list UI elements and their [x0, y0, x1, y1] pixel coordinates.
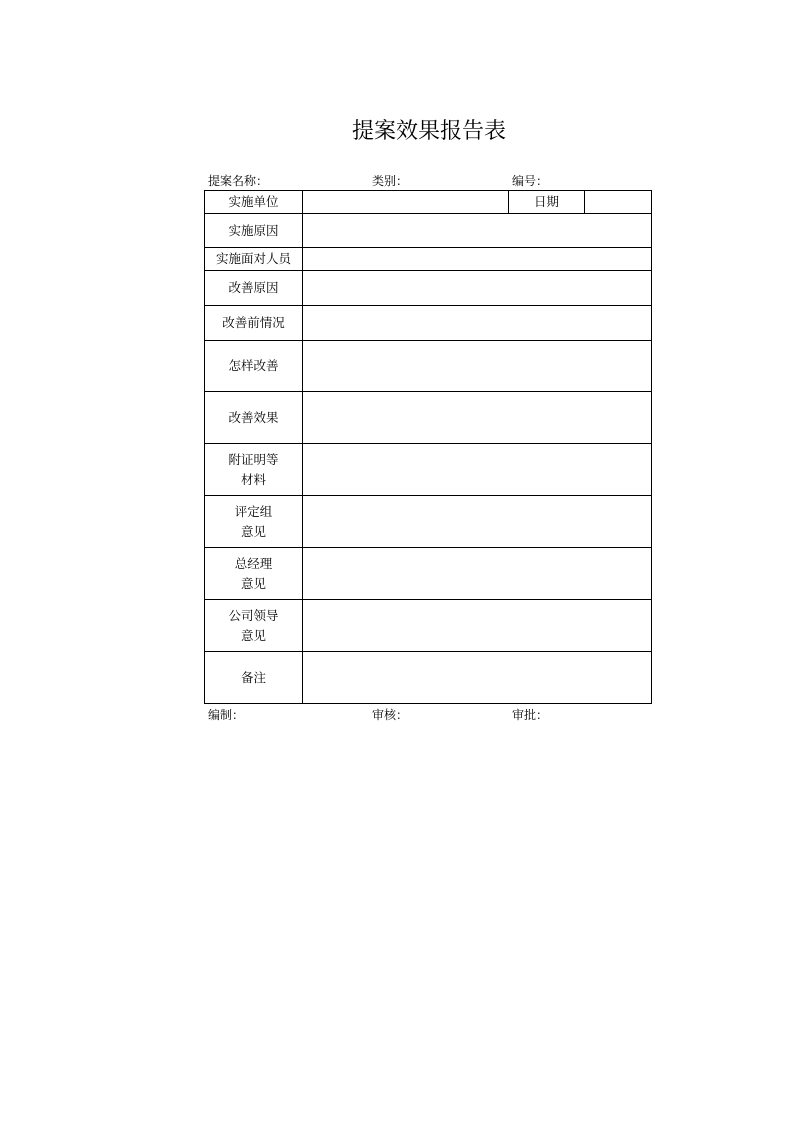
improve-reason-label: 改善原因 [205, 271, 303, 306]
row-gm [205, 548, 652, 600]
reason-field[interactable] [303, 214, 652, 248]
evidence-label [205, 444, 303, 496]
panel-field[interactable] [303, 496, 652, 548]
proposal-name-label: 提案名称： [208, 174, 269, 188]
row-improve-reason [205, 271, 652, 306]
leader-label-line1: 公司领导 [228, 607, 279, 623]
panel-label [205, 496, 303, 548]
improve-reason-field[interactable] [303, 271, 652, 306]
leader-field[interactable] [303, 600, 652, 652]
effect-label: 改善效果 [205, 392, 303, 444]
row-panel [205, 496, 652, 548]
how-field[interactable] [303, 341, 652, 392]
page-title: 提案效果报告表 [351, 119, 506, 144]
row-before [205, 306, 652, 341]
row-remarks [205, 652, 652, 704]
prepared-label: 编制： [208, 708, 245, 722]
unit-label: 实施单位 [205, 191, 303, 214]
gm-field[interactable] [303, 548, 652, 600]
leader-label [205, 600, 303, 652]
evidence-label-line2: 材料 [240, 471, 266, 487]
gm-label-line1: 总经理 [234, 555, 273, 571]
row-reason [205, 214, 652, 248]
remarks-label: 备注 [205, 652, 303, 704]
evidence-label-line1: 附证明等 [228, 451, 279, 467]
evidence-field[interactable] [303, 444, 652, 496]
number-label: 编号： [512, 174, 549, 188]
report-form-table [204, 190, 652, 704]
how-label: 怎样改善 [205, 341, 303, 392]
row-effect [205, 392, 652, 444]
footer-fields [208, 706, 651, 724]
before-label: 改善前情况 [205, 306, 303, 341]
date-field[interactable] [585, 191, 652, 214]
row-unit [205, 191, 652, 214]
gm-label-line2: 意见 [240, 575, 266, 591]
staff-field[interactable] [303, 248, 652, 271]
panel-label-line1: 评定组 [234, 503, 273, 519]
date-label: 日期 [509, 191, 585, 214]
reviewed-label: 审核： [372, 708, 409, 722]
row-staff [205, 248, 652, 271]
header-fields [208, 172, 651, 190]
row-how [205, 341, 652, 392]
effect-field[interactable] [303, 392, 652, 444]
staff-label: 实施面对人员 [205, 248, 303, 271]
remarks-field[interactable] [303, 652, 652, 704]
panel-label-line2: 意见 [240, 523, 266, 539]
row-evidence [205, 444, 652, 496]
gm-label [205, 548, 303, 600]
approved-label: 审批： [512, 708, 549, 722]
unit-field[interactable] [303, 191, 509, 214]
before-field[interactable] [303, 306, 652, 341]
category-label: 类别： [372, 174, 409, 188]
leader-label-line2: 意见 [240, 627, 266, 643]
reason-label: 实施原因 [205, 214, 303, 248]
row-leader [205, 600, 652, 652]
